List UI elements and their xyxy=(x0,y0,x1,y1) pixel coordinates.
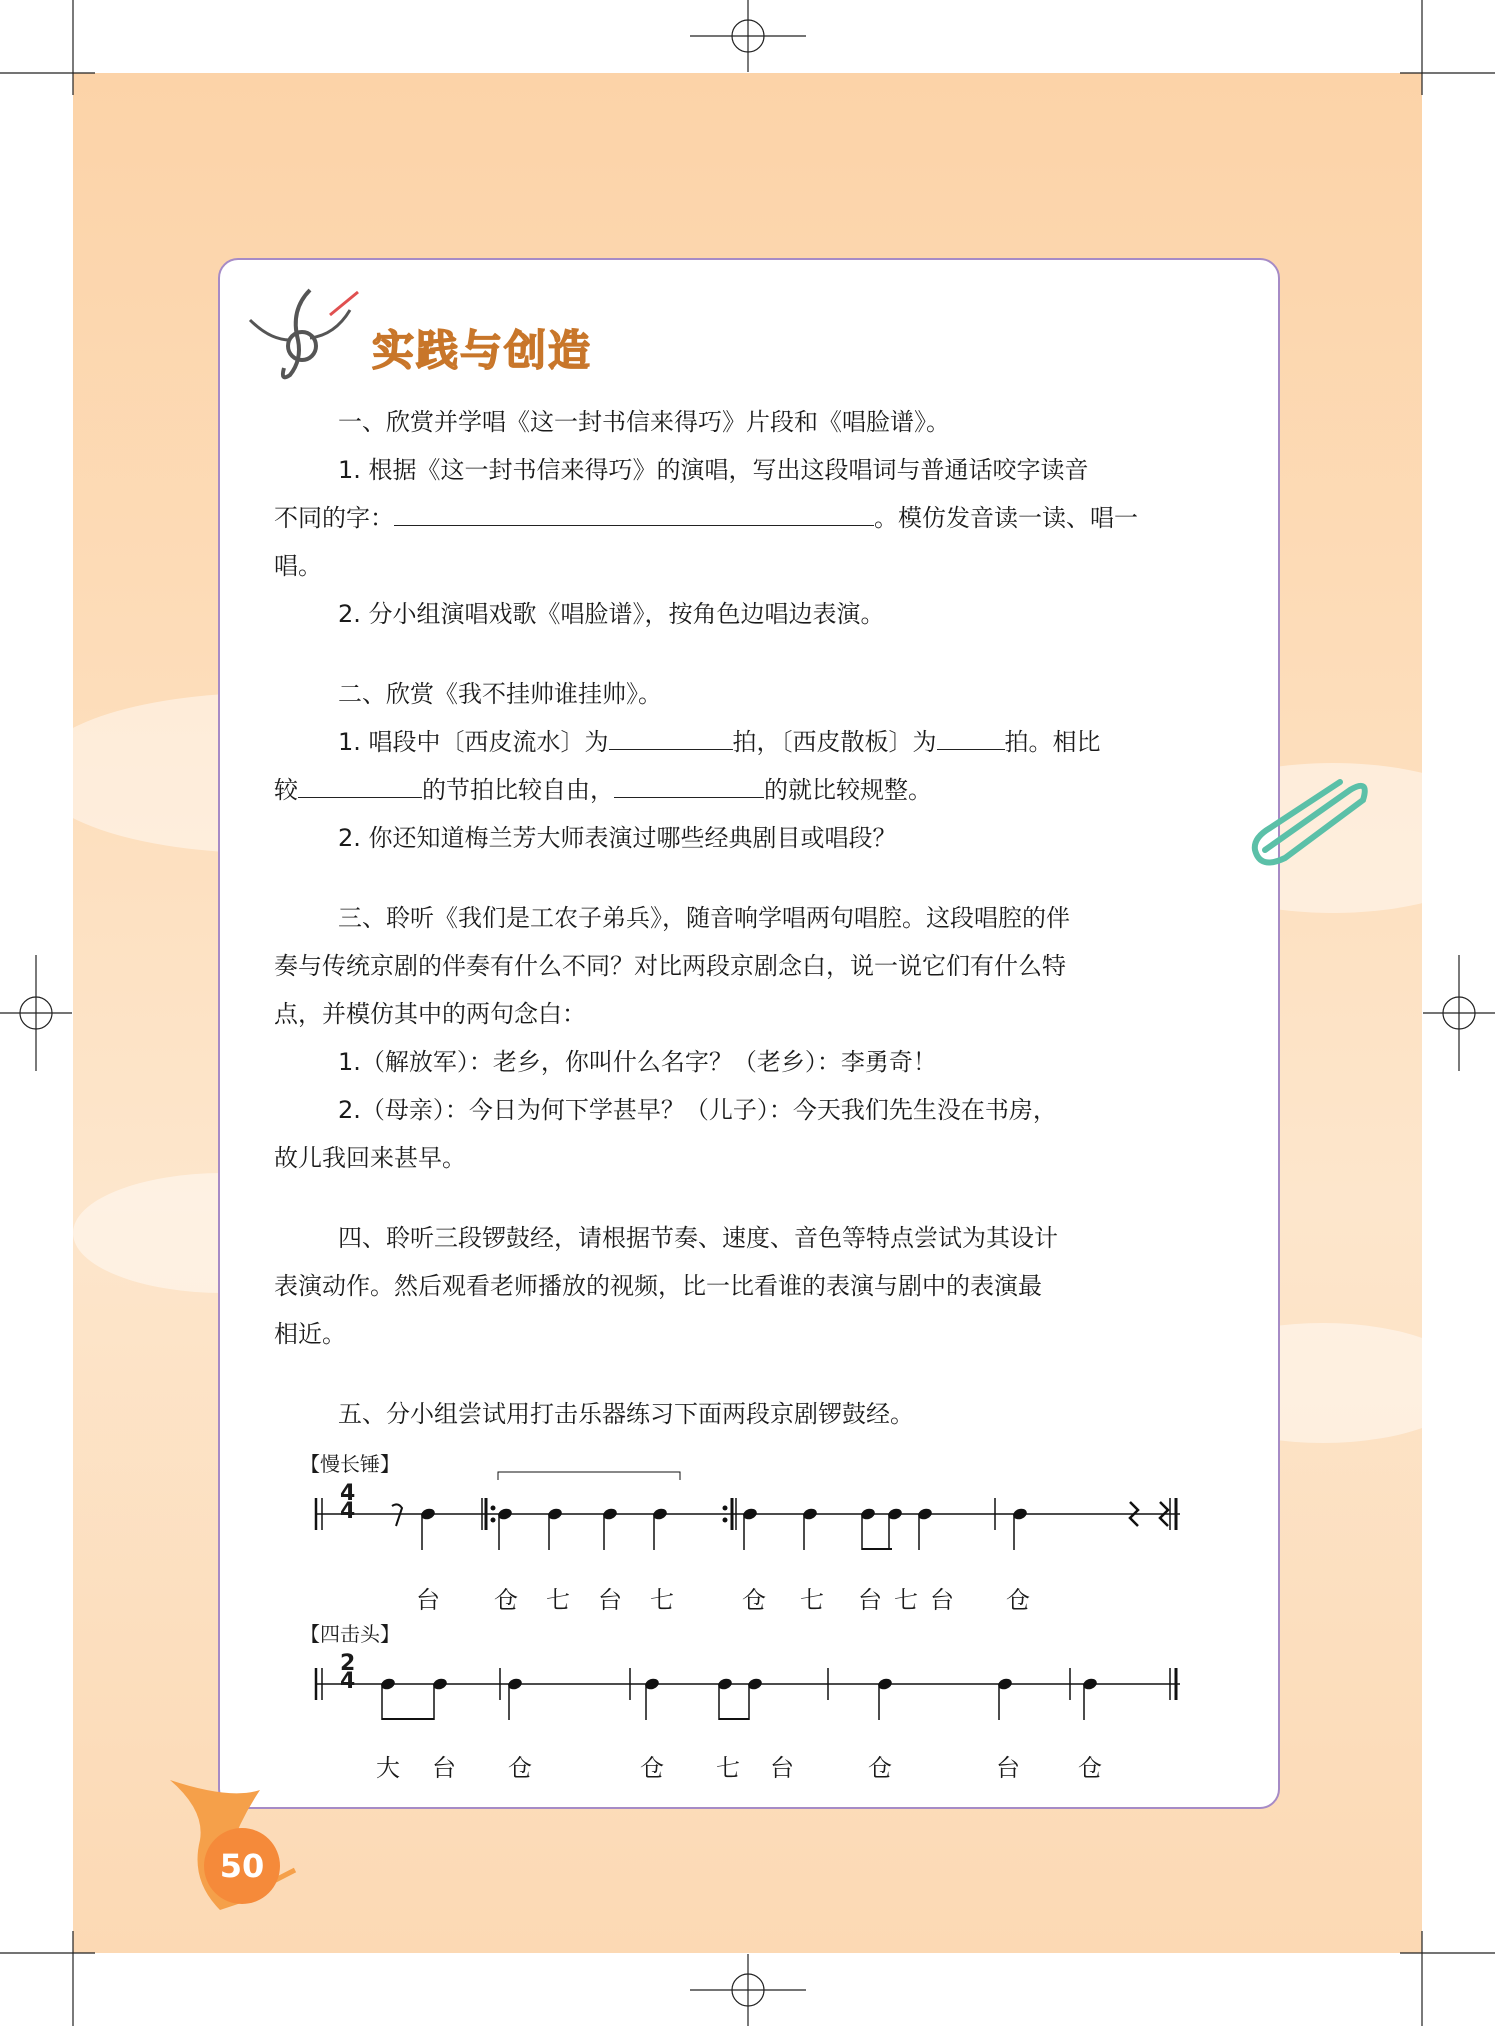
time-bottom: 4 xyxy=(340,1499,356,1524)
paragraph: 点，并模仿其中的两句念白： xyxy=(274,1000,586,1028)
paperclip-icon xyxy=(1245,770,1375,870)
time-bottom: 4 xyxy=(340,1669,356,1694)
score-staff xyxy=(300,1470,1200,1550)
paragraph: 2.（母亲）：今日为何下学甚早？（儿子）：今天我们先生没在书房， xyxy=(338,1096,1057,1124)
text: 较 xyxy=(274,776,298,804)
paragraph: 三、聆听《我们是工农子弟兵》，随音响学唱两句唱腔。这段唱腔的伴 xyxy=(338,904,1070,932)
score-syllable: 台 xyxy=(930,1586,954,1614)
score-syllable: 仓 xyxy=(508,1754,532,1782)
score-syllable: 七 xyxy=(546,1586,570,1614)
paragraph: 一、欣赏并学唱《这一封书信来得巧》片段和《唱脸谱》。 xyxy=(338,408,950,436)
page-number: 50 xyxy=(204,1828,280,1904)
text: 拍。相比 xyxy=(1004,728,1101,756)
text: 的就比较规整。 xyxy=(764,776,932,804)
paragraph xyxy=(274,494,1196,542)
note-beam xyxy=(382,1718,434,1720)
section-title: 实践与创造 xyxy=(372,326,593,375)
score-syllable: 仓 xyxy=(742,1586,766,1614)
score-syllable: 七 xyxy=(800,1586,824,1614)
conductor-icon xyxy=(240,280,360,390)
text: 拍，〔西皮散板〕为 xyxy=(732,728,937,756)
paragraph: 1.（解放军）：老乡，你叫什么名字？（老乡）：李勇奇！ xyxy=(338,1048,937,1076)
time-signature xyxy=(340,1481,356,1524)
score-syllable: 七 xyxy=(894,1586,918,1614)
score-syllable: 七 xyxy=(716,1754,740,1782)
score-syllable: 台 xyxy=(770,1754,794,1782)
answer-blank[interactable] xyxy=(394,497,874,526)
score-syllable: 七 xyxy=(650,1586,674,1614)
paragraph: 五、分小组尝试用打击乐器练习下面两段京剧锣鼓经。 xyxy=(338,1400,914,1428)
body-text xyxy=(274,398,1196,1438)
time-top: 4 xyxy=(340,1481,356,1506)
answer-blank[interactable] xyxy=(937,721,1005,750)
score-syllable: 仓 xyxy=(868,1754,892,1782)
score-syllable: 台 xyxy=(858,1586,882,1614)
score-syllable: 台 xyxy=(996,1754,1020,1782)
paragraph: 故儿我回来甚早。 xyxy=(274,1144,466,1172)
text: 1. 唱段中〔西皮流水〕为 xyxy=(338,728,609,756)
score-syllable: 仓 xyxy=(1006,1586,1030,1614)
score-syllable: 仓 xyxy=(494,1586,518,1614)
paragraph: 四、聆听三段锣鼓经，请根据节奏、速度、音色等特点尝试为其设计 xyxy=(338,1224,1058,1252)
score-staff xyxy=(300,1640,1200,1720)
text: 。模仿发音读一读、唱一 xyxy=(874,504,1138,532)
paragraph: 1. 根据《这一封书信来得巧》的演唱，写出这段唱词与普通话咬字读音 xyxy=(338,456,1089,484)
score-syllable: 大 xyxy=(376,1754,400,1782)
score-syllable: 台 xyxy=(416,1586,440,1614)
time-top: 2 xyxy=(340,1651,356,1676)
paragraph: 相近。 xyxy=(274,1320,346,1348)
note-beam xyxy=(719,1718,749,1720)
note-beam xyxy=(862,1548,892,1550)
score-syllable: 台 xyxy=(598,1586,622,1614)
paragraph: 奏与传统京剧的伴奏有什么不同？对比两段京剧念白，说一说它们有什么特 xyxy=(274,952,1066,980)
score-syllable: 仓 xyxy=(640,1754,664,1782)
paragraph: 2. 你还知道梅兰芳大师表演过哪些经典剧目或唱段？ xyxy=(338,824,897,852)
paragraph: 表演动作。然后观看老师播放的视频，比一比看谁的表演与剧中的表演最 xyxy=(274,1272,1042,1300)
text: 的节拍比较自由， xyxy=(422,776,614,804)
answer-blank[interactable] xyxy=(609,721,733,750)
score-label: 【四击头】 xyxy=(300,1622,400,1646)
text: 不同的字： xyxy=(274,504,394,532)
score-label: 【慢长锤】 xyxy=(300,1452,400,1476)
paragraph: 二、欣赏《我不挂帅谁挂帅》。 xyxy=(338,680,662,708)
answer-blank[interactable] xyxy=(298,769,422,798)
paragraph: 唱。 xyxy=(274,552,322,580)
score-syllable: 台 xyxy=(432,1754,456,1782)
paragraph xyxy=(274,718,1196,766)
time-signature xyxy=(340,1651,356,1694)
paragraph xyxy=(274,766,1196,814)
paragraph: 2. 分小组演唱戏歌《唱脸谱》，按角色边唱边表演。 xyxy=(338,600,885,628)
answer-blank[interactable] xyxy=(614,769,764,798)
score-syllable: 仓 xyxy=(1078,1754,1102,1782)
